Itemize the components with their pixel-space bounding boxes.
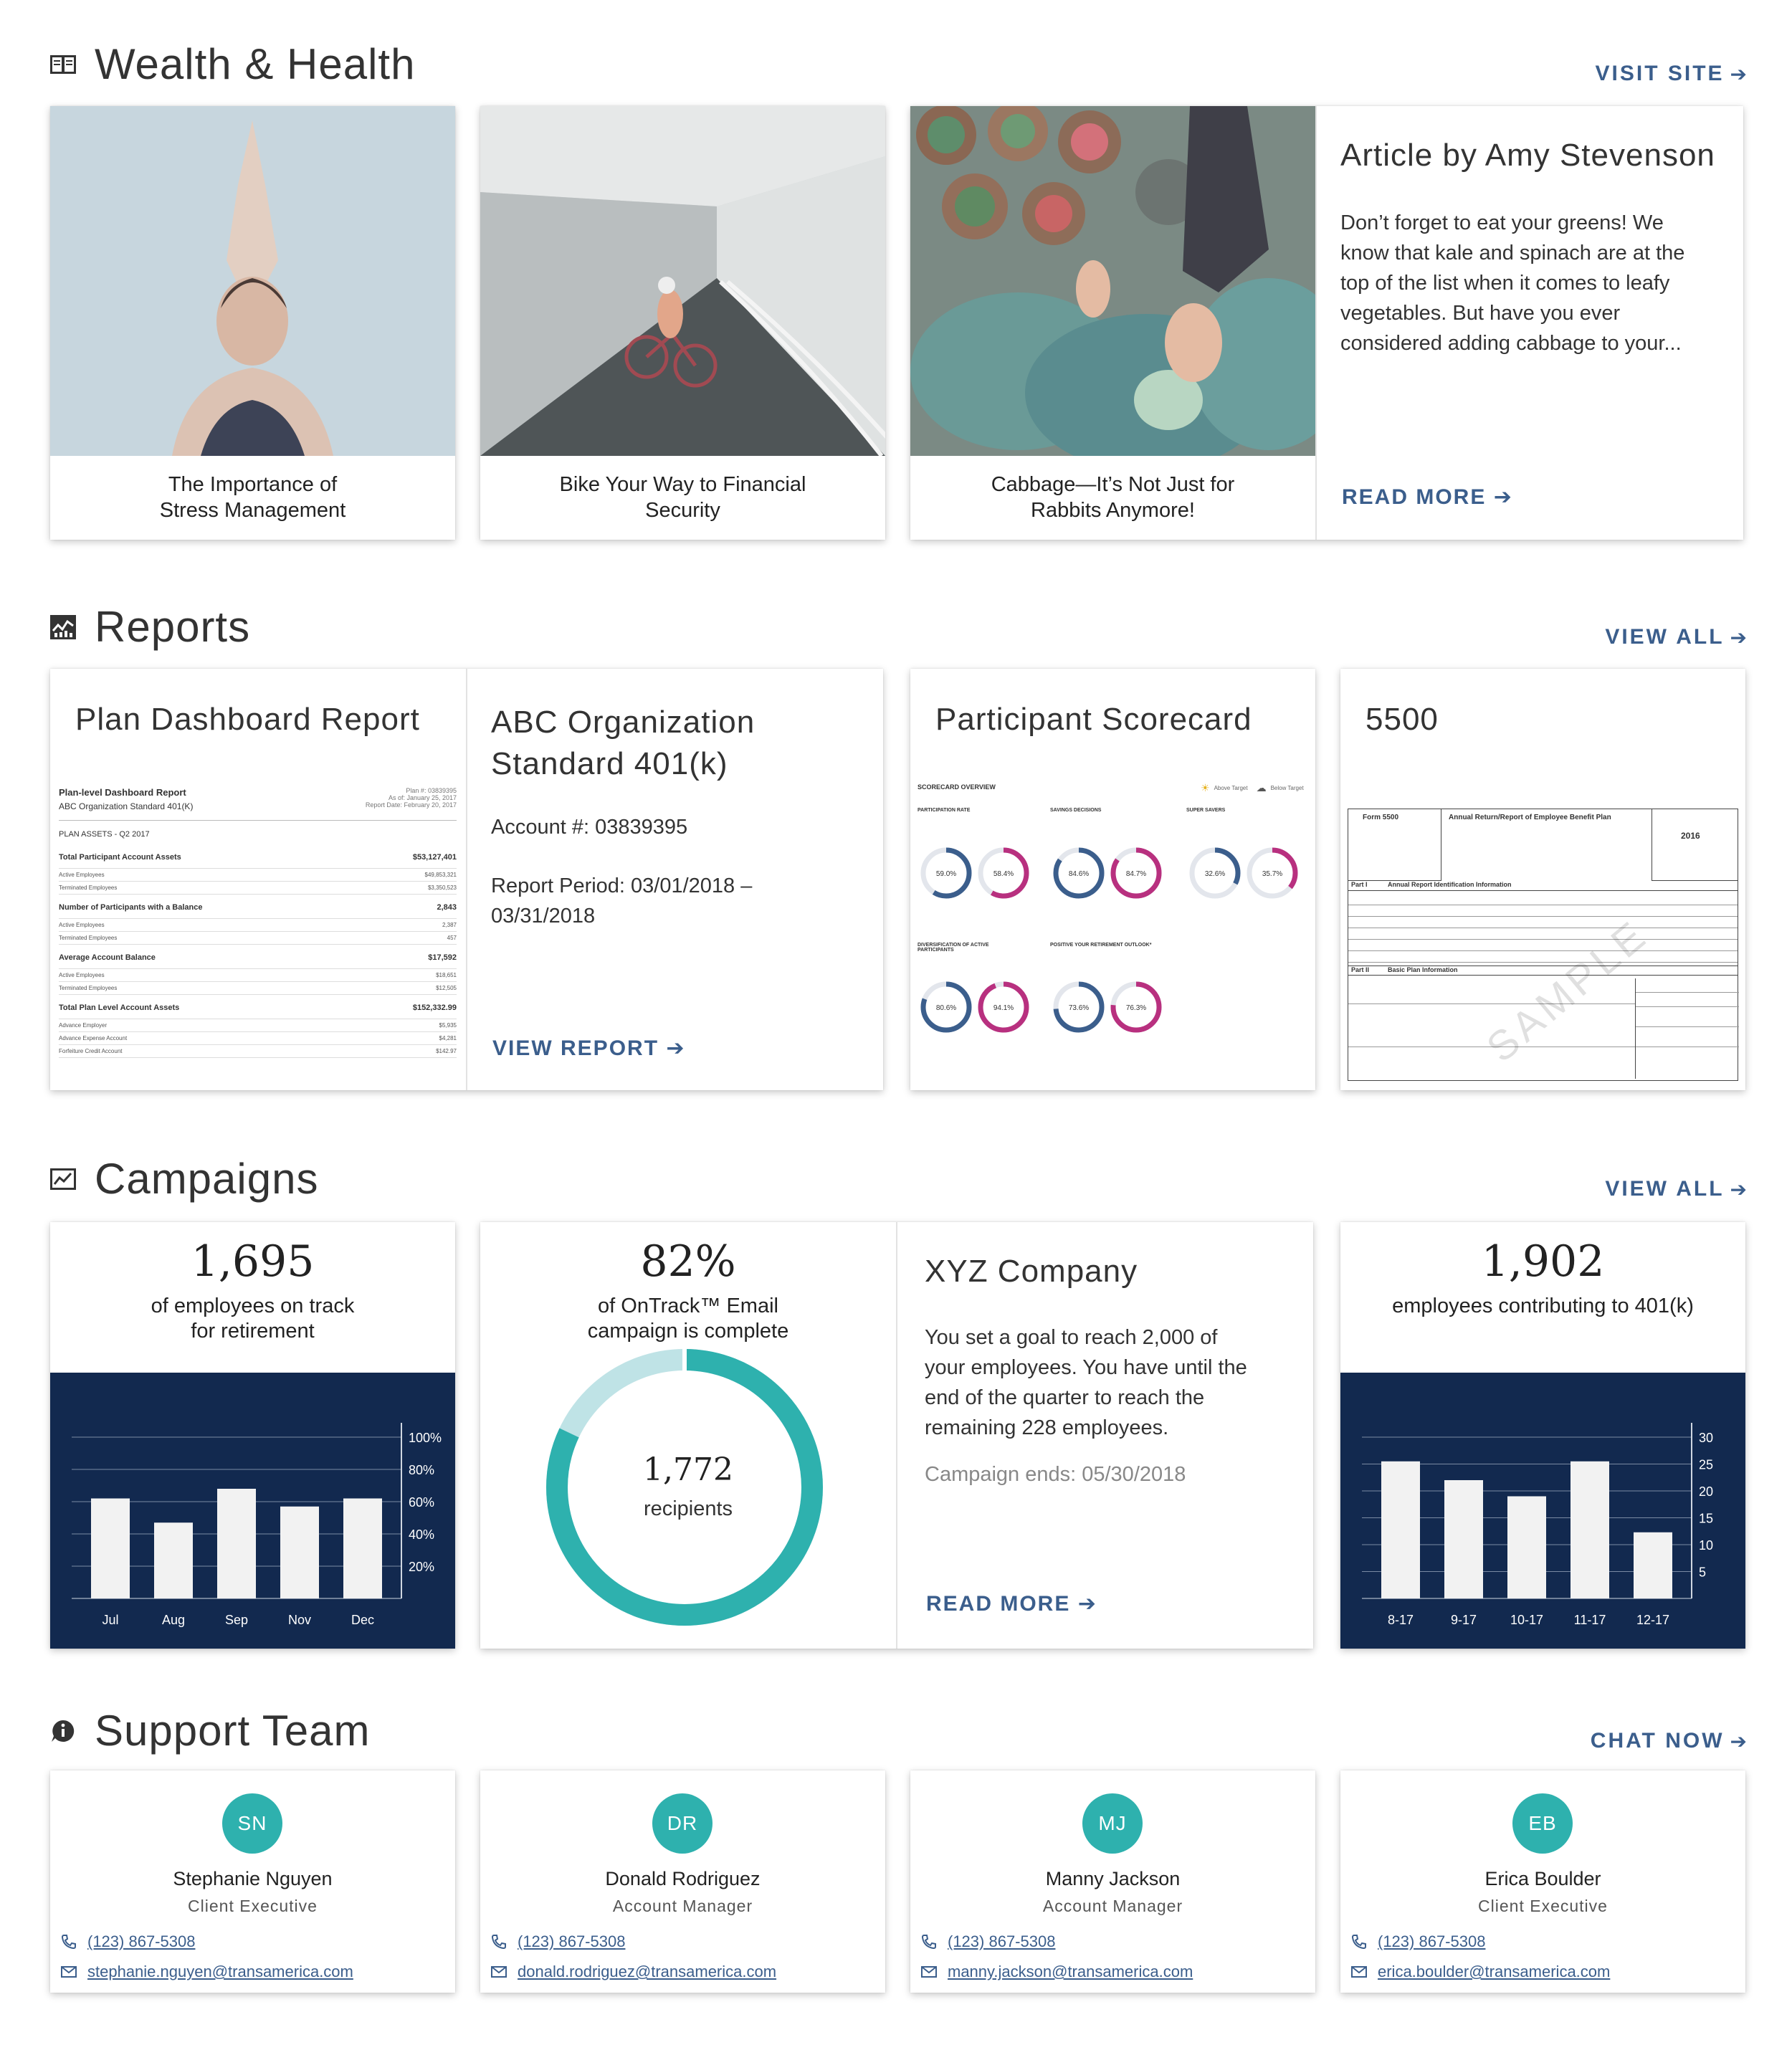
thumb-row-value: $4,281 xyxy=(439,1035,457,1041)
person-role: Client Executive xyxy=(188,1897,318,1915)
account-number: Account #: 03839395 xyxy=(491,816,688,839)
y-tick-label: 40% xyxy=(409,1527,435,1542)
thumb-title: Plan-level Dashboard Report xyxy=(59,787,186,798)
phone-text: (123) 867-5308 xyxy=(87,1932,196,1950)
reports-section-header xyxy=(49,602,250,652)
thumb-row-label: Active Employees xyxy=(59,872,105,878)
ring-label: 94.1% xyxy=(993,1004,1014,1012)
thumb-row-value: $12,505 xyxy=(436,985,457,991)
org-line: ABC Organization xyxy=(491,705,756,740)
card-title-line2: Stress Management xyxy=(159,499,346,522)
x-tick-label: Nov xyxy=(287,1613,312,1627)
campaigns-section-header xyxy=(49,1154,319,1203)
card-title-line2: Security xyxy=(645,499,720,522)
thumb-row-value: $3,350,523 xyxy=(427,885,457,891)
thumb-meta: As of: January 25, 2017 xyxy=(388,794,457,801)
thumb-section: PLAN ASSETS - Q2 2017 xyxy=(59,830,150,839)
plan-org-heading xyxy=(491,702,755,785)
y-tick-label: 100% xyxy=(409,1431,442,1445)
form-part-title: Basic Plan Information xyxy=(1388,966,1458,973)
ring-label: 84.6% xyxy=(1068,870,1090,878)
thumb-row xyxy=(59,1032,457,1045)
form-5500-heading: 5500 xyxy=(1366,702,1439,737)
chat-now-link[interactable] xyxy=(1591,1729,1749,1753)
arrow-right-icon: ➔ xyxy=(1077,1592,1097,1616)
person-name: Stephanie Nguyen xyxy=(173,1868,333,1889)
chat-now-label: CHAT NOW xyxy=(1590,1729,1725,1753)
thumb-row-value: 2,387 xyxy=(442,922,457,928)
scorecard-heading: Participant Scorecard xyxy=(935,702,1252,737)
view-all-label: VIEW ALL xyxy=(1605,1177,1725,1201)
scorecard-overview-label: SCORECARD OVERVIEW xyxy=(918,783,996,791)
xyz-line: remaining 228 employees. xyxy=(925,1416,1169,1439)
thumb-row-label: Terminated Employees xyxy=(59,885,118,891)
y-tick-label: 15 xyxy=(1699,1511,1714,1526)
cloud-icon: ☁ xyxy=(1256,782,1267,793)
phone-icon xyxy=(920,1934,938,1950)
phone-link[interactable] xyxy=(60,1932,195,1951)
scorecard-group-label: DIVERSIFICATION OF ACTIVE PARTICIPANTS xyxy=(918,943,989,953)
read-more-label: READ MORE xyxy=(1342,485,1487,509)
x-tick-label: Aug xyxy=(161,1613,186,1627)
bar xyxy=(91,1499,130,1599)
thumb-row-label: Number of Participants with a Balance xyxy=(59,903,203,912)
thumb-row xyxy=(59,882,457,895)
article-heading: Article by Amy Stevenson xyxy=(1340,138,1715,173)
reports-view-all-link[interactable] xyxy=(1605,625,1749,649)
form-title: Annual Return/Report of Employee Benefit Plan xyxy=(1449,814,1611,821)
avatar xyxy=(222,1793,282,1854)
visit-site-link[interactable] xyxy=(1596,62,1750,86)
cabbage-photo xyxy=(910,106,1315,456)
thumb-row xyxy=(59,900,457,919)
excerpt-line: know that kale and spinach are at the xyxy=(1340,242,1685,264)
thumb-row xyxy=(59,919,457,932)
avatar xyxy=(1512,1793,1573,1854)
email-text: erica.boulder@transamerica.com xyxy=(1378,1963,1611,1980)
recipients-label: recipients xyxy=(643,1497,733,1520)
bar xyxy=(217,1489,256,1598)
bar xyxy=(154,1522,193,1598)
yoga-photo xyxy=(50,106,455,456)
on-track-bar-chart xyxy=(50,1373,455,1649)
on-track-number: 1,695 xyxy=(191,1236,315,1287)
ring-label: 84.7% xyxy=(1125,870,1147,878)
bar xyxy=(343,1499,382,1599)
campaigns-view-all-link[interactable] xyxy=(1605,1177,1749,1201)
bar xyxy=(1381,1462,1420,1598)
xyz-read-more-link[interactable] xyxy=(926,1591,1097,1616)
contributing-number: 1,902 xyxy=(1481,1236,1605,1287)
thumb-row-value: $142.97 xyxy=(436,1048,457,1054)
form-part-label: Part I xyxy=(1351,881,1368,888)
thumb-row xyxy=(59,1045,457,1058)
thumb-row-label: Terminated Employees xyxy=(59,935,118,941)
form-part-title: Annual Report Identification Information xyxy=(1388,881,1512,888)
view-report-label: VIEW REPORT xyxy=(492,1036,659,1060)
thumb-meta: Plan #: 03839395 xyxy=(406,787,457,794)
wealth-title: Wealth & Health xyxy=(95,40,416,88)
arrow-right-icon: ➔ xyxy=(1730,62,1749,85)
excerpt-line: vegetables. But have you ever xyxy=(1340,302,1621,325)
person-role: Client Executive xyxy=(1478,1897,1608,1915)
wealth-section-header xyxy=(49,39,415,89)
thumb-meta: Report Date: February 20, 2017 xyxy=(365,801,457,809)
email-donut-chart xyxy=(480,1344,896,1645)
thumb-subtitle: ABC Organization Standard 401(K) xyxy=(59,801,194,811)
thumb-row-label: Terminated Employees xyxy=(59,985,118,991)
excerpt-line: Don’t forget to eat your greens! We xyxy=(1340,211,1664,234)
bar xyxy=(280,1507,319,1598)
avatar-initials: DR xyxy=(667,1812,698,1834)
thumb-row-label: Average Account Balance xyxy=(59,953,156,962)
xyz-line: You set a goal to reach 2,000 of xyxy=(925,1326,1218,1349)
ring-label: 58.4% xyxy=(993,870,1014,878)
phone-link[interactable] xyxy=(1350,1932,1485,1951)
period-line: 03/31/2018 xyxy=(491,905,596,928)
form-5500-thumbnail xyxy=(1348,809,1738,1081)
campaign-ends: Campaign ends: 05/30/2018 xyxy=(925,1463,1186,1486)
email-text: manny.jackson@transamerica.com xyxy=(948,1963,1193,1980)
stat-line: employees contributing to 401(k) xyxy=(1392,1295,1694,1317)
card-title-line1: The Importance of xyxy=(168,473,338,496)
thumb-row-value: $5,935 xyxy=(439,1022,457,1029)
thumb-row-value: $17,592 xyxy=(428,953,457,962)
support-section-header xyxy=(49,1706,370,1755)
scorecard-group-label: PARTICIPATION RATE xyxy=(918,808,971,813)
support-card xyxy=(50,1770,455,1993)
y-tick-label: 10 xyxy=(1699,1538,1714,1553)
support-card xyxy=(1340,1770,1745,1993)
legend-above: Above Target xyxy=(1214,785,1248,791)
thumb-row-label: Advance Expense Account xyxy=(59,1035,128,1041)
support-card xyxy=(480,1770,885,1993)
stat-line: of OnTrack™ Email xyxy=(598,1295,778,1317)
thumb-row-value: $53,127,401 xyxy=(412,853,457,862)
xyz-line: end of the quarter to reach the xyxy=(925,1386,1205,1409)
thumb-row xyxy=(59,969,457,982)
stat-line: of employees on track xyxy=(151,1295,355,1317)
contributing-card[interactable] xyxy=(1340,1222,1745,1649)
thumb-row xyxy=(59,850,457,869)
recipients-number: 1,772 xyxy=(643,1451,733,1488)
thumb-row-label: Active Employees xyxy=(59,972,105,978)
article-excerpt xyxy=(1340,208,1684,358)
phone-link[interactable] xyxy=(920,1932,1055,1951)
arrow-right-icon: ➔ xyxy=(1730,626,1749,649)
thumb-row xyxy=(59,1001,457,1019)
period-line: Report Period: 03/01/2018 – xyxy=(491,874,753,897)
support-title: Support Team xyxy=(95,1707,371,1755)
phone-link[interactable] xyxy=(490,1932,625,1951)
thumb-row-value: 2,843 xyxy=(437,903,457,912)
thumb-row-label: Active Employees xyxy=(59,922,105,928)
avatar xyxy=(1082,1793,1143,1854)
thumb-row-label: Advance Employer xyxy=(59,1022,108,1029)
person-name: Erica Boulder xyxy=(1484,1868,1601,1889)
mail-icon xyxy=(920,1964,938,1980)
article-card-bike[interactable] xyxy=(480,106,885,540)
on-track-card[interactable] xyxy=(50,1222,455,1649)
scorecard-rings xyxy=(918,783,1308,1084)
thumb-row-value: 457 xyxy=(447,935,457,941)
campaigns-title: Campaigns xyxy=(95,1155,319,1203)
phone-icon xyxy=(1350,1934,1368,1950)
y-tick-label: 5 xyxy=(1699,1565,1707,1580)
y-tick-label: 30 xyxy=(1699,1431,1714,1445)
form-part-label: Part II xyxy=(1351,966,1370,973)
y-tick-label: 25 xyxy=(1699,1457,1714,1472)
reports-title: Reports xyxy=(95,603,251,651)
avatar-initials: MJ xyxy=(1098,1812,1127,1834)
y-tick-label: 80% xyxy=(409,1463,435,1477)
visit-site-label: VISIT SITE xyxy=(1595,62,1725,85)
bike-photo xyxy=(480,106,885,456)
article-card-stress[interactable] xyxy=(50,106,455,540)
plan-dashboard-heading: Plan Dashboard Report xyxy=(75,702,420,737)
arrow-right-icon: ➔ xyxy=(666,1036,686,1060)
thumb-row xyxy=(59,1019,457,1032)
x-tick-label: 10-17 xyxy=(1510,1613,1544,1627)
bar xyxy=(1571,1462,1609,1598)
line-chart-icon xyxy=(49,1165,77,1193)
view-report-link[interactable] xyxy=(492,1036,686,1061)
person-name: Manny Jackson xyxy=(1045,1868,1181,1889)
email-link[interactable] xyxy=(60,1963,353,1981)
form-name: Form 5500 xyxy=(1363,814,1399,821)
x-tick-label: Sep xyxy=(224,1613,249,1627)
phone-text: (123) 867-5308 xyxy=(1378,1932,1486,1950)
person-name: Donald Rodriguez xyxy=(605,1868,761,1889)
phone-icon xyxy=(60,1934,77,1950)
xyz-heading: XYZ Company xyxy=(925,1254,1138,1289)
email-campaign-card[interactable] xyxy=(480,1222,1313,1649)
article-card-cabbage[interactable] xyxy=(910,106,1743,540)
scorecard-group-label: SAVINGS DECISIONS xyxy=(1050,808,1102,813)
y-tick-label: 20% xyxy=(409,1560,435,1574)
phone-icon xyxy=(490,1934,507,1950)
ring-label: 76.3% xyxy=(1125,1004,1147,1012)
thumb-row-value: $152,332.99 xyxy=(412,1003,457,1012)
y-tick-label: 60% xyxy=(409,1495,435,1510)
ring-label: 32.6% xyxy=(1204,870,1226,878)
form-5500-card[interactable] xyxy=(1340,669,1745,1090)
email-link[interactable] xyxy=(1350,1963,1610,1981)
xyz-description xyxy=(925,1322,1247,1443)
xyz-line: your employees. You have until the xyxy=(925,1356,1247,1379)
ring-label: 35.7% xyxy=(1262,870,1283,878)
contributing-bar-chart xyxy=(1340,1373,1745,1649)
view-all-label: VIEW ALL xyxy=(1605,625,1725,649)
email-link[interactable] xyxy=(920,1963,1193,1981)
bar xyxy=(1507,1497,1546,1599)
avatar-initials: SN xyxy=(237,1812,267,1834)
plan-dashboard-thumbnail xyxy=(59,787,457,1077)
stat-line: for retirement xyxy=(191,1320,315,1343)
bar xyxy=(1634,1532,1672,1598)
thumb-row-label: Total Plan Level Account Assets xyxy=(59,1003,180,1012)
arrow-right-icon: ➔ xyxy=(1730,1178,1749,1201)
phone-text: (123) 867-5308 xyxy=(948,1932,1056,1950)
article-read-more-link[interactable] xyxy=(1342,485,1513,510)
x-tick-label: 9-17 xyxy=(1450,1613,1477,1627)
x-tick-label: Dec xyxy=(351,1613,375,1627)
excerpt-line: considered adding cabbage to your... xyxy=(1340,332,1682,355)
stat-line: campaign is complete xyxy=(587,1320,789,1343)
sun-icon: ☀ xyxy=(1201,782,1210,793)
arrow-right-icon: ➔ xyxy=(1730,1730,1749,1753)
person-role: Account Manager xyxy=(612,1897,753,1915)
thumb-row xyxy=(59,869,457,882)
email-text: stephanie.nguyen@transamerica.com xyxy=(87,1963,353,1980)
card-title-line1: Bike Your Way to Financial xyxy=(559,473,806,496)
thumb-row-value: $18,651 xyxy=(436,972,457,978)
scorecard-group-label: SUPER SAVERS xyxy=(1186,808,1226,813)
email-link[interactable] xyxy=(490,1963,776,1981)
mail-icon xyxy=(60,1964,77,1980)
thumb-row-label: Forfeiture Credit Account xyxy=(59,1048,123,1054)
thumb-row xyxy=(59,982,457,995)
card-title-line1: Cabbage—It’s Not Just for xyxy=(991,473,1235,496)
email-percent: 82% xyxy=(640,1236,736,1287)
y-tick-label: 20 xyxy=(1699,1484,1714,1499)
card-title-line2: Rabbits Anymore! xyxy=(1031,499,1195,522)
scorecard-thumbnail xyxy=(918,783,1308,1084)
report-chart-icon xyxy=(49,613,77,642)
phone-text: (123) 867-5308 xyxy=(518,1932,626,1950)
thumb-row-value: $49,853,321 xyxy=(424,872,457,878)
org-line: Standard 401(k) xyxy=(491,746,728,781)
arrow-right-icon: ➔ xyxy=(1493,485,1513,509)
avatar-initials: EB xyxy=(1528,1812,1557,1834)
ring-label: 59.0% xyxy=(935,870,957,878)
thumb-row-label: Total Participant Account Assets xyxy=(59,853,181,862)
support-card xyxy=(910,1770,1315,1993)
report-period xyxy=(491,871,752,931)
avatar xyxy=(652,1793,712,1854)
bar xyxy=(1444,1480,1483,1598)
on-track-chart-panel xyxy=(50,1373,455,1649)
form-year: 2016 xyxy=(1681,831,1700,841)
read-more-label: READ MORE xyxy=(926,1592,1071,1616)
excerpt-line: top of the list when it comes to leafy xyxy=(1340,272,1670,295)
contributing-chart-panel xyxy=(1340,1373,1745,1649)
person-role: Account Manager xyxy=(1042,1897,1183,1915)
scorecard-group-label: POSITIVE YOUR RETIREMENT OUTLOOK* xyxy=(1050,943,1152,948)
info-icon xyxy=(49,1717,77,1745)
x-tick-label: 11-17 xyxy=(1573,1613,1606,1627)
x-tick-label: Jul xyxy=(102,1613,119,1627)
mail-icon xyxy=(490,1964,507,1980)
sample-watermark: SAMPLE xyxy=(1477,910,1657,1072)
legend-below: Below Target xyxy=(1270,785,1304,791)
thumb-row xyxy=(59,932,457,945)
mail-icon xyxy=(1350,1964,1368,1980)
plan-dashboard-card[interactable] xyxy=(50,669,883,1090)
email-text: donald.rodriguez@transamerica.com xyxy=(518,1963,777,1980)
ring-label: 73.6% xyxy=(1068,1004,1090,1012)
participant-scorecard-card[interactable] xyxy=(910,669,1315,1090)
x-tick-label: 12-17 xyxy=(1636,1613,1670,1627)
x-tick-label: 8-17 xyxy=(1387,1613,1414,1627)
thumb-row xyxy=(59,950,457,969)
ring-label: 80.6% xyxy=(935,1004,957,1012)
book-icon xyxy=(49,50,77,79)
